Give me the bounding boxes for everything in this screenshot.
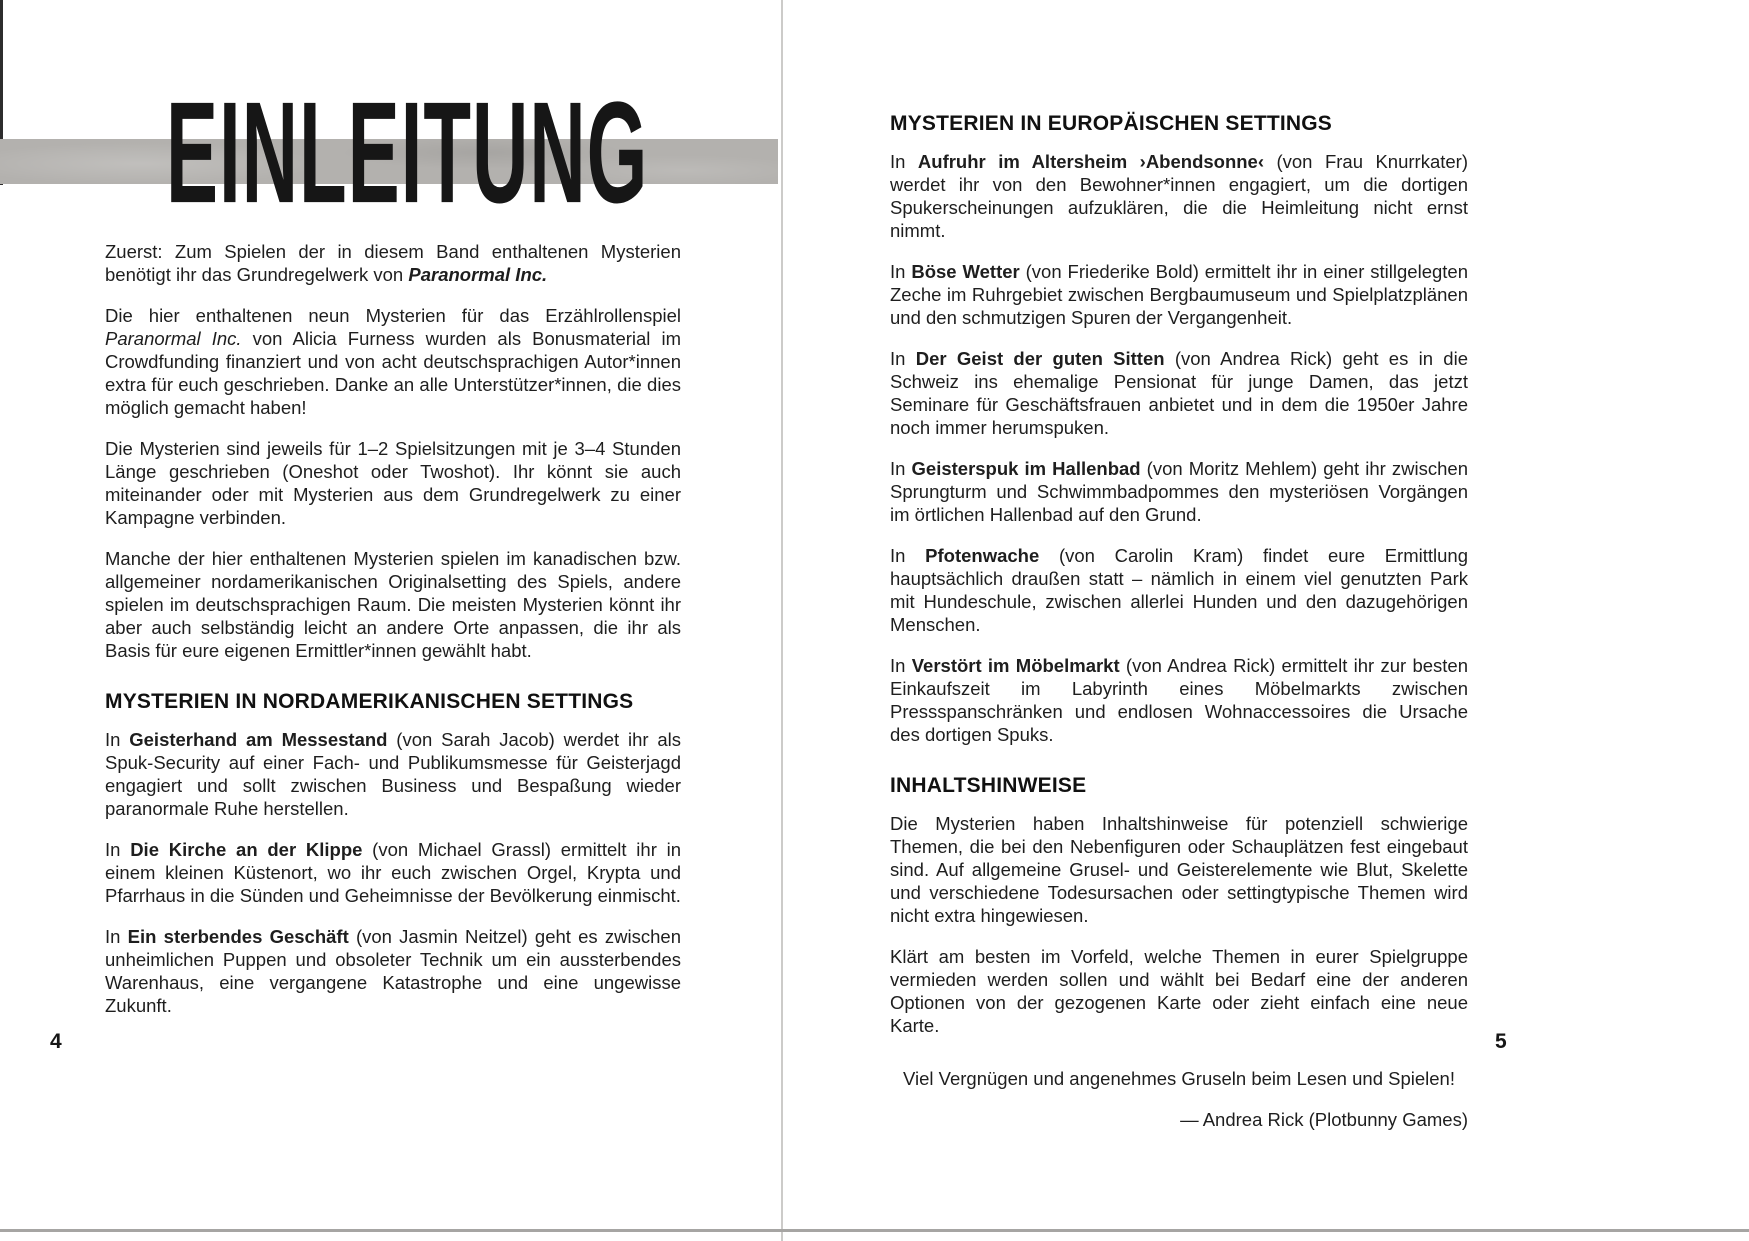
entry-title: Geisterspuk im Hallenbad xyxy=(911,458,1141,479)
entry-prefix: In xyxy=(105,926,128,947)
mystery-entry xyxy=(890,347,1468,439)
paragraph-text: Die hier enthaltenen neun Mysterien für das Erzählrollenspiel xyxy=(105,305,681,326)
entry-text: (von Andrea Rick) ermittelt ihr zur besten Einkaufszeit im Labyrinth eines Möbelmarkts zwischen Pressspanschränken und endlosen Wohnaccessoires die Ursache des dortigen Spuks. xyxy=(890,655,1468,745)
mystery-entry xyxy=(890,150,1468,242)
entry-prefix: In xyxy=(890,545,926,566)
section-heading-content-notes: INHALTSHINWEISE xyxy=(890,774,1087,797)
page-number-right: 5 xyxy=(1495,1030,1507,1053)
content-notes-paragraph-2: Klärt am besten im Vorfeld, welche Themen in eurer Spielgruppe vermieden werden sollen und wählt bei Bedarf eine der anderen Optionen von der gezogenen Karte oder zieht einfach eine neue Karte. xyxy=(890,946,1468,1036)
closing-line: Viel Vergnügen und angenehmes Gruseln beim Lesen und Spielen! xyxy=(903,1068,1455,1089)
mystery-entry xyxy=(890,654,1468,746)
paragraph-text: von Alicia Furness wurden als Bonusmaterial im Crowdfunding finanziert und von acht deutschsprachigen Autor*innen extra für euch geschrieben. Danke an alle Unterstützer*innen, die dies möglich gemacht haben! xyxy=(105,328,682,418)
game-brand-name: Paranormal Inc. xyxy=(408,264,548,285)
mystery-entry xyxy=(890,260,1468,329)
mystery-entry xyxy=(105,925,681,1017)
page-gutter-divider xyxy=(781,0,783,1241)
entry-title: Die Kirche an der Klippe xyxy=(130,839,363,860)
left-column xyxy=(105,240,681,1035)
bottom-border xyxy=(0,1229,1749,1232)
intro-paragraph-3: Die Mysterien sind jeweils für 1–2 Spielsitzungen mit je 3–4 Stunden Länge geschrieben (Oneshot oder Twoshot). Ihr könnt sie auch miteinander oder mit Mysterien aus dem Grundregelwerk zu einer Kampagne verbinden. xyxy=(105,438,681,528)
entry-title: Der Geist der guten Sitten xyxy=(915,348,1165,369)
entry-prefix: In xyxy=(890,151,918,172)
entry-prefix: In xyxy=(890,655,912,676)
entry-title: Geisterhand am Messestand xyxy=(129,729,388,750)
entry-title: Böse Wetter xyxy=(911,261,1020,282)
entry-text: (von Sarah Jacob) werdet ihr als Spuk-Security auf einer Fach- und Publikumsmesse für Geisterjagd engagiert und sollt zwischen Business und Bespaßung wieder paranormale Ruhe herstellen. xyxy=(105,729,681,819)
mystery-entry xyxy=(890,544,1468,636)
entry-text: (von Michael Grassl) ermittelt ihr in einem kleinen Küstenort, wo ihr euch zwischen Orgel, Krypta und Pfarrhaus in die Sünden und Geheimnisse der Bevölkerung einmischt. xyxy=(105,839,681,906)
intro-paragraph-4: Manche der hier enthaltenen Mysterien spielen im kanadischen bzw. allgemeiner nordamerikanischen Originalsetting des Spiels, andere spielen im deutschsprachigen Raum. Die meisten Mysterien könnt ihr aber auch selbständig leicht an andere Orte anpassen, die ihr als Basis für eure eigenen Ermittler*innen gewählt habt. xyxy=(105,548,681,661)
entry-title: Pfotenwache xyxy=(925,545,1040,566)
right-column xyxy=(890,112,1468,1149)
entry-title: Verstört im Möbelmarkt xyxy=(911,655,1120,676)
entry-text: (von Frau Knurrkater) werdet ihr von den Bewohner*innen engagiert, um die dortigen Spukerscheinungen aufzuklären, die die Heimleitung nicht ernst nimmt. xyxy=(890,151,1468,241)
entry-prefix: In xyxy=(105,839,131,860)
entry-text: (von Carolin Kram) findet eure Ermittlung hauptsächlich draußen statt – nämlich in einem viel genutzten Park mit Hundeschule, zwischen allerlei Hunden und den dazugehörigen Menschen. xyxy=(890,545,1468,635)
mystery-entry xyxy=(105,838,681,907)
entry-text: (von Andrea Rick) geht es in die Schweiz ins ehemalige Pensionat für junge Damen, das jetzt Seminare für Geschäftsfrauen anbietet und in dem die 1950er Jahre noch immer herumspuken. xyxy=(890,348,1468,438)
section-heading-north-america: MYSTERIEN IN NORDAMERIKANISCHEN SETTINGS xyxy=(105,690,634,713)
entry-prefix: In xyxy=(890,348,916,369)
entry-prefix: In xyxy=(890,261,912,282)
section-heading-europe: MYSTERIEN IN EUROPÄISCHEN SETTINGS xyxy=(890,112,1333,135)
mystery-entry xyxy=(890,457,1468,526)
mystery-entry xyxy=(105,728,681,820)
entry-text: (von Jasmin Neitzel) geht es zwischen unheimlichen Puppen und obsoleter Technik um ein aussterbendes Warenhaus, eine vergangene Katastrophe und eine ungewisse Zukunft. xyxy=(105,926,681,1016)
entry-prefix: In xyxy=(105,729,130,750)
paragraph-text: Zuerst: Zum Spielen der in diesem Band enthaltenen Mysterien benötigt ihr das Grundregelwerk von xyxy=(105,241,681,285)
author-signature: — Andrea Rick (Plotbunny Games) xyxy=(1180,1109,1468,1130)
intro-paragraph-2 xyxy=(105,304,681,419)
chapter-title: EINLEITUNG xyxy=(166,70,649,234)
entry-text: (von Moritz Mehlem) geht ihr zwischen Sprungturm und Schwimmbadpommes den mysteriösen Vorgängen im örtlichen Hallenbad auf den Grund. xyxy=(890,458,1468,525)
entry-title: Ein sterbendes Geschäft xyxy=(127,926,349,947)
entry-prefix: In xyxy=(890,458,912,479)
entry-title: Aufruhr im Altersheim ›Abendsonne‹ xyxy=(917,151,1265,172)
intro-paragraph-1 xyxy=(105,240,681,286)
entry-text: (von Friederike Bold) ermittelt ihr in einer stillgelegten Zeche im Ruhrgebiet zwischen Bergbaumuseum und Spielplatzplänen und den schmutzigen Spuren der Vergangenheit. xyxy=(890,261,1468,328)
game-brand-name: Paranormal Inc. xyxy=(105,328,242,349)
content-notes-paragraph-1: Die Mysterien haben Inhaltshinweise für potenziell schwierige Themen, die bei den Nebenfiguren oder Schauplätzen fest eingebaut sind. Auf allgemeine Grusel- und Geisterelemente wie Blut, Skelette und verschiedene Todesursachen oder settingtypische Themen wird nicht extra hingewiesen. xyxy=(890,813,1468,926)
page-number-left: 4 xyxy=(50,1030,62,1053)
